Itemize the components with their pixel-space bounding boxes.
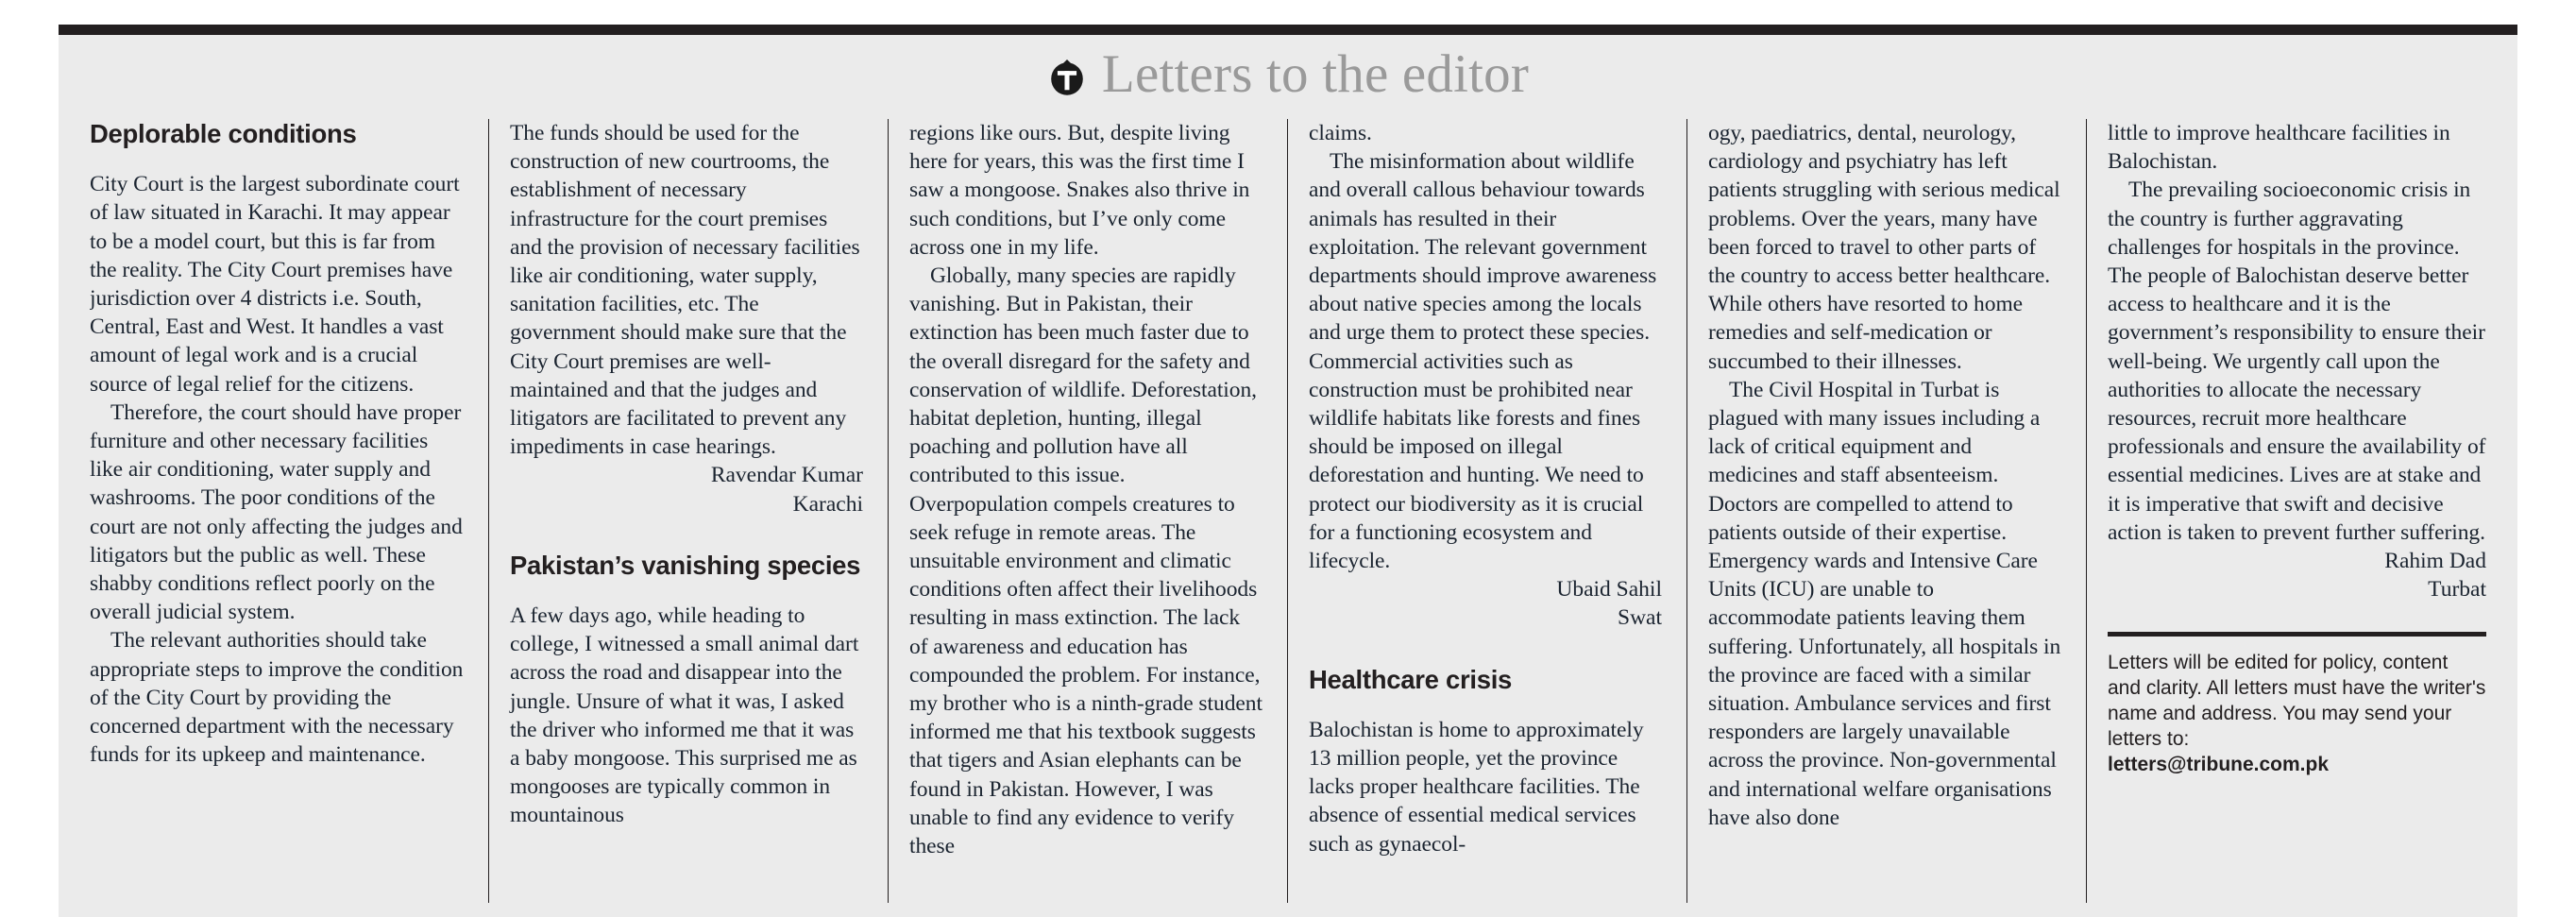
paragraph: The funds should be used for the construction of new courtrooms, the establishment of necessary infrastructure for the court premises and the provision of necessary facilities like air conditioning, water supply, sanitation facilities, etc. The government should make sure that the City Court premises are well-maintained and that the judges and litigators are facilitated to prevent any impediments in case hearings.	[510, 121, 860, 460]
column-6	[2087, 119, 2486, 903]
signature-city: Swat	[1618, 605, 1662, 631]
signature-name: Ravendar Kumar	[710, 463, 863, 488]
column-3	[889, 119, 1288, 903]
paragraph: The prevailing socioeconomic crisis in the country is further aggravating challenges for hospitals in the province. The people of Balochistan deserve better access to healthcare and it is the government’s responsibility to ensure their well-being. We urgently call upon the authorities to allocate the necessary resources, recruit more healthcare professionals and ensure the availability of essential medicines. Lives are at stake and it is imperative that swift and decisive action is taken to prevent further suffering.	[2108, 178, 2486, 545]
paragraph: The Civil Hospital in Turbat is plagued with many issues including a lack of critical equipment and medicines and staff absenteeism. Doctors are compelled to attend to patients outside of their expertise. Emergency wards and Intensive Care Units (ICU) are unable to accommodate patients leaving them suffering. Unfortunately, all hospitals in the province are faced with a similar situation. Ambulance services and first responders are largely unavailable across the province. Non-governmental and international welfare organisations have also done	[1708, 377, 2061, 830]
page-left-margin	[0, 0, 59, 917]
paragraph: ogy, paediatrics, dental, neurology, cardiology and psychiatry has left patients struggling with serious medical problems. Over the years, many have been forced to travel to other parts of the country to access better healthcare. While others have resorted to home remedies and self-medication or succumbed to their illnesses.	[1708, 121, 2060, 374]
signature-name: Ubaid Sahil	[1556, 577, 1662, 603]
paragraph: regions like ours. But, despite living here for years, this was the first time I saw a mongoose. Snakes also thrive in such conditions, but I’ve only come across one in my life.	[909, 121, 1250, 260]
signature-city: Karachi	[792, 491, 863, 517]
page-right-margin	[2517, 0, 2576, 917]
paragraph: A few days ago, while heading to college, I witnessed a small animal dart across the road and disappear into the jungle. Unsure of what it was, I asked the driver who informed me that it was a baby mongoose. This surprised me as mongooses are typically common in mountainous	[510, 603, 859, 828]
signature-city: Turbat	[2428, 577, 2486, 603]
paragraph: City Court is the largest subordinate court of law situated in Karachi. It may appear to be a model court, but this is far from the reality. The City Court premises have jurisdiction over 4 districts i.e. South, Central, East and West. It handles a vast amount of legal work and is a crucial source of legal relief for the citizens.	[90, 172, 460, 397]
paragraph: The misinformation about wildlife and overall callous behaviour towards animals has resulted in their exploitation. The relevant government departments should improve awareness about native species among the locals and urge them to protect these species. Commercial activities such as construction must be prohibited near wildlife habitats like forests and fines should be imposed on illegal deforestation and hunting. We need to protect our biodiversity as it is crucial for a functioning ecosystem and lifecycle.	[1309, 149, 1657, 574]
letter-heading-healthcare-crisis: Healthcare crisis	[1309, 664, 1513, 694]
paragraph: Globally, many species are rapidly vanishing. But in Pakistan, their extinction has been much faster due to the overall disregard for the safety and conservation of wildlife. Deforestation, habitat depletion, hunting, illegal poaching and pollution have all contributed to this issue. Overpopulation compels creatures to seek refuge in remote areas. The unsuitable environment and climatic conditions often affect their livelihoods resulting in mass extinction. The lack of awareness and education has compounded the problem. For instance, my brother who is a ninth-grade student informed me that his textbook suggests that tigers and Asian elephants can be found in Pakistan. However, I was unable to find any evidence to verify these	[909, 263, 1263, 859]
editorial-note-box	[2108, 632, 2486, 777]
column-4	[1288, 119, 1687, 903]
column-5	[1687, 119, 2087, 903]
column-2	[489, 119, 889, 903]
paragraph: little to improve healthcare facilities in Balochistan.	[2108, 121, 2450, 175]
article-columns	[90, 119, 2486, 903]
page-title: Letters to the editor	[1101, 43, 1530, 104]
tribune-t-logo-icon	[1047, 57, 1087, 96]
letter-heading-deplorable-conditions: Deplorable conditions	[90, 119, 357, 148]
signature-name: Rahim Dad	[2384, 549, 2486, 574]
column-1	[90, 119, 489, 903]
masthead-top-rule	[59, 25, 2517, 35]
page-top-margin	[0, 0, 2576, 25]
paragraph: The relevant authorities should take appropriate steps to improve the condition of the City Court by providing the concerned department with the necessary funds for its upkeep and maintenance.	[90, 628, 464, 768]
letter-heading-pakistans-vanishing-species: Pakistan’s vanishing species	[510, 550, 861, 580]
paragraph: claims.	[1309, 121, 1372, 145]
masthead	[59, 35, 2517, 112]
letters-email-address[interactable]: letters@tribune.com.pk	[2108, 754, 2330, 776]
editorial-note-text: Letters will be edited for policy, content and clarity. All letters must have the writer's name and address. You may send your letters to:	[2108, 652, 2486, 751]
paragraph: Balochistan is home to approximately 13 million people, yet the province lacks proper healthcare facilities. The absence of essential medical services such as gynaecol-	[1309, 717, 1644, 857]
paragraph: Therefore, the court should have proper furniture and other necessary facilities like air conditioning, water supply and washrooms. The poor conditions of the court are not only affecting the judges and litigators but the public as well. These shabby conditions reflect poorly on the overall judicial system.	[90, 399, 463, 625]
